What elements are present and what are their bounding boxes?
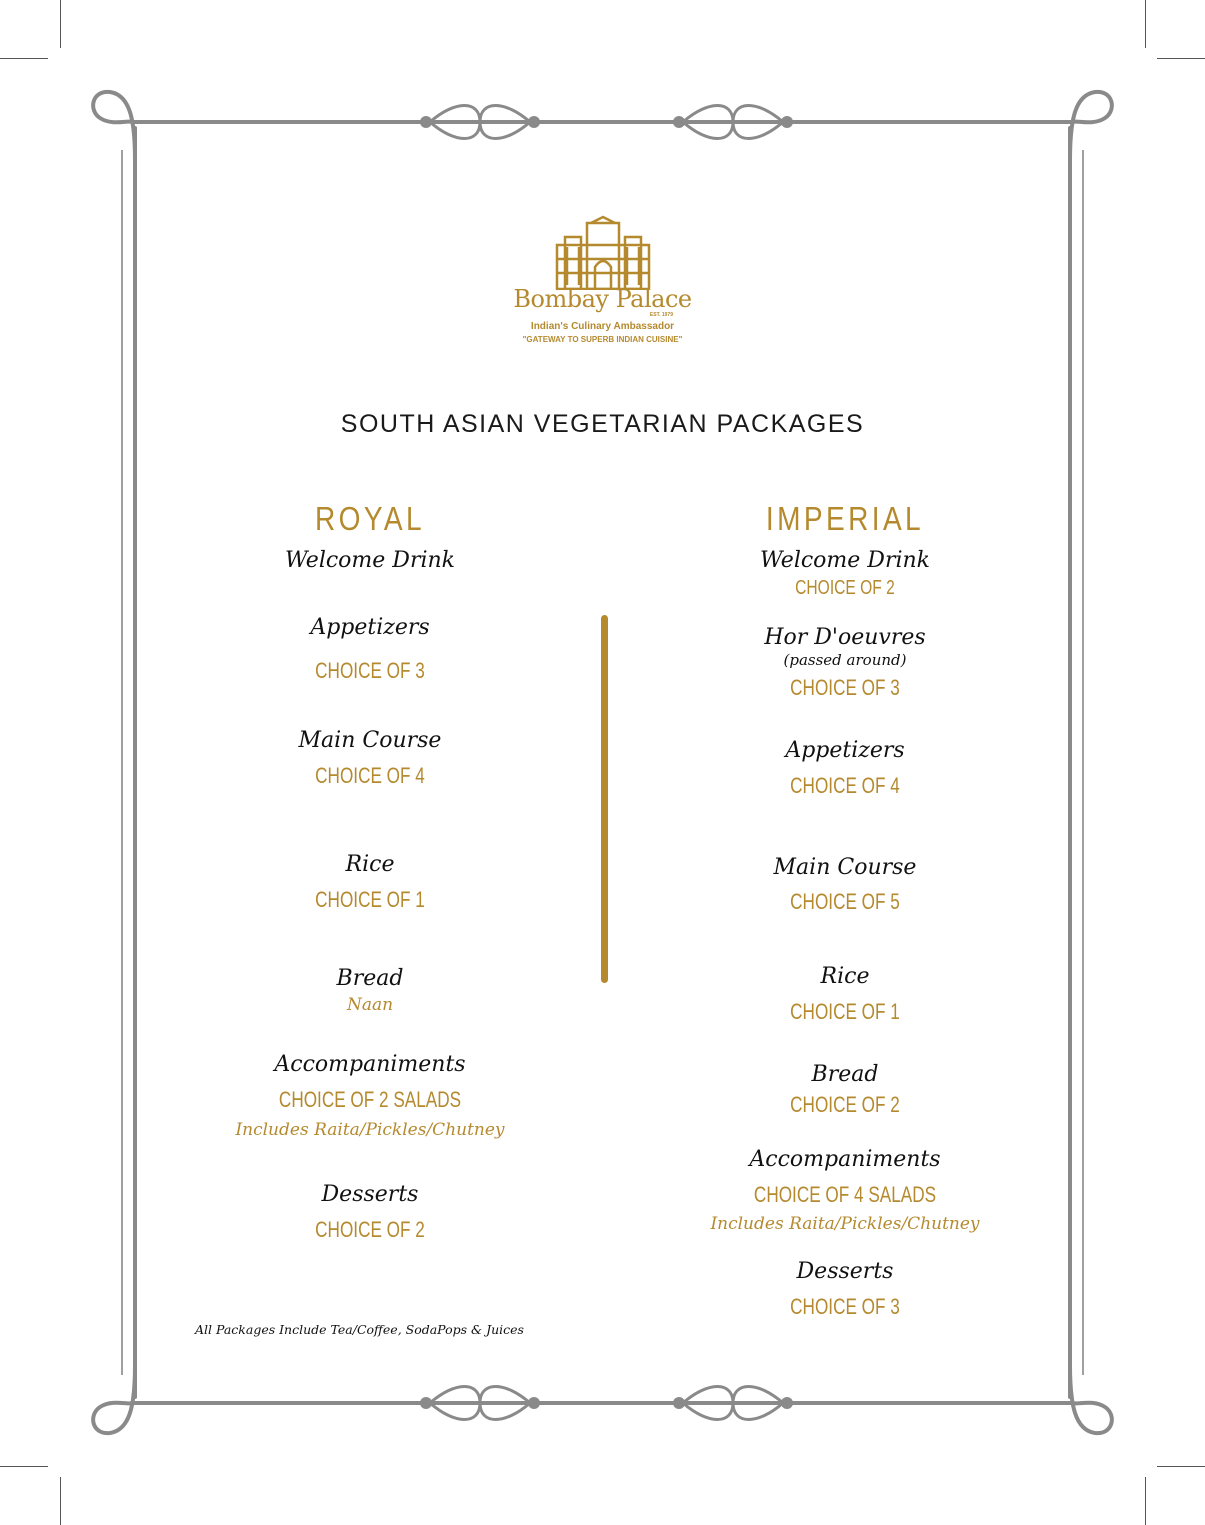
footnote: All Packages Include Tea/Coffee, SodaPops & Juices [195, 1322, 524, 1337]
course-note: Includes Raita/Pickles/Chutney [235, 1120, 505, 1140]
course-choice: CHOICE OF 4 [315, 763, 425, 788]
course-heading: Hor D'oeuvres [764, 625, 926, 650]
logo-name: Bombay Palace [513, 285, 692, 313]
course-choice: CHOICE OF 4 [790, 773, 900, 798]
course-heading: Desserts [321, 1182, 419, 1207]
course-note: (passed around) [783, 651, 907, 669]
package-name: ROYAL [314, 500, 426, 537]
course-choice: CHOICE OF 4 SALADS [753, 1182, 937, 1207]
course-note: Naan [346, 995, 394, 1015]
palace-gate-icon [505, 215, 700, 290]
course-heading: Bread [336, 966, 404, 991]
course-heading: Main Course [298, 728, 442, 753]
course-heading: Appetizers [310, 615, 430, 640]
course-choice: CHOICE OF 2 SALADS [278, 1087, 462, 1112]
course-choice: CHOICE OF 1 [790, 999, 900, 1024]
course-choice: CHOICE OF 3 [315, 658, 425, 683]
course-choice: CHOICE OF 1 [315, 887, 425, 912]
logo-slogan: "GATEWAY TO SUPERB INDIAN CUISINE" [522, 335, 683, 344]
course-heading: Accompaniments [749, 1147, 941, 1172]
course-heading: Accompaniments [274, 1052, 466, 1077]
logo-est: EST. 1979 [649, 312, 673, 318]
course-choice: CHOICE OF 2 [795, 577, 895, 599]
logo-tagline: Indian's Culinary Ambassador [530, 321, 675, 332]
course-heading: Rice [345, 852, 395, 877]
course-heading: Desserts [796, 1259, 894, 1284]
course-heading: Appetizers [785, 738, 905, 763]
page-title: SOUTH ASIAN VEGETARIAN PACKAGES [340, 410, 865, 438]
course-note: Includes Raita/Pickles/Chutney [710, 1214, 980, 1234]
course-choice: CHOICE OF 5 [790, 889, 900, 914]
course-heading: Rice [820, 964, 870, 989]
course-choice: CHOICE OF 2 [790, 1092, 900, 1117]
column-divider [601, 615, 608, 983]
course-choice: CHOICE OF 3 [790, 1294, 900, 1319]
course-choice: CHOICE OF 2 [315, 1217, 425, 1242]
course-heading: Main Course [773, 855, 917, 880]
package-name: IMPERIAL [765, 500, 925, 537]
course-choice: CHOICE OF 3 [790, 675, 900, 700]
course-heading: Welcome Drink [284, 548, 455, 573]
bombay-palace-logo [505, 215, 700, 355]
course-heading: Bread [811, 1062, 879, 1087]
course-heading: Welcome Drink [759, 548, 930, 573]
